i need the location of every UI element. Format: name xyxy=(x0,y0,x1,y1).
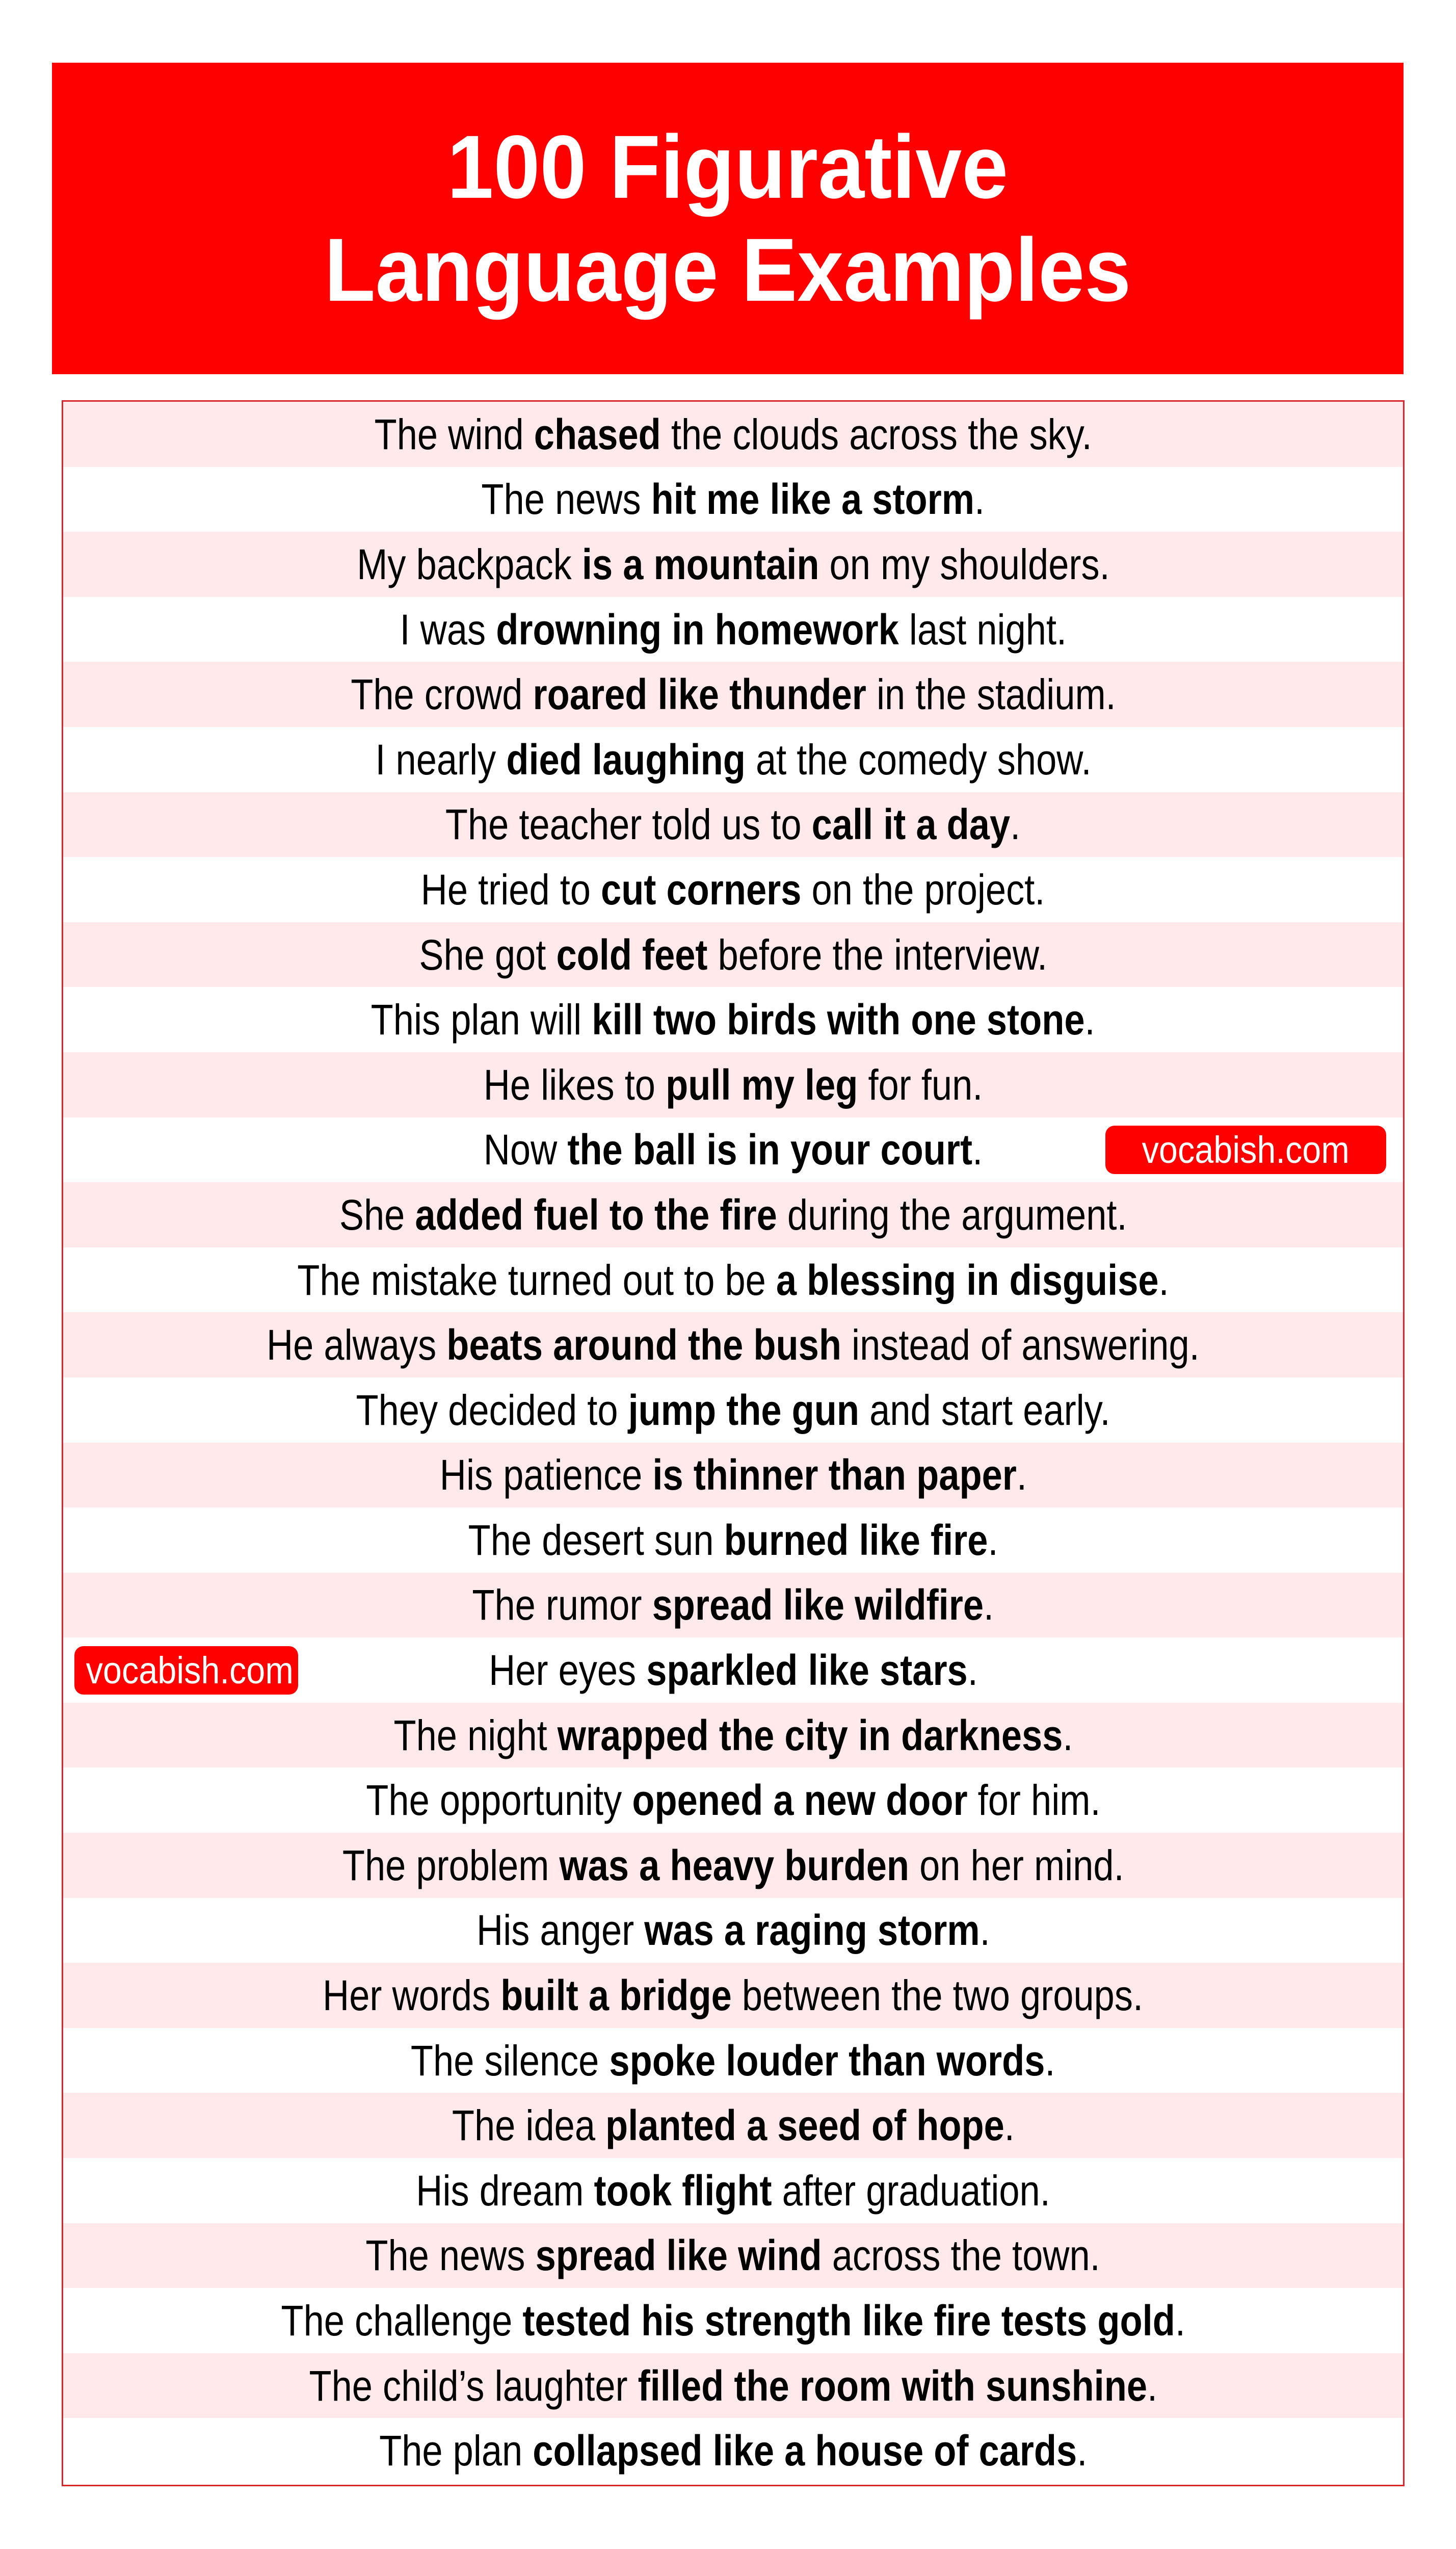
example-row xyxy=(63,2223,1403,2288)
sentence-text-after: . xyxy=(972,1126,983,1174)
sentence-text-after: last night. xyxy=(898,605,1067,654)
example-row xyxy=(63,532,1403,597)
sentence-text-after: . xyxy=(1004,2101,1015,2150)
example-row xyxy=(63,1507,1403,1573)
example-row xyxy=(63,987,1403,1052)
sentence-text-after: across the town. xyxy=(822,2231,1101,2280)
sentence-text-after: . xyxy=(1084,996,1095,1044)
sentence-text-after: . xyxy=(1077,2427,1088,2475)
figurative-phrase: took flight xyxy=(594,2166,772,2215)
example-row xyxy=(63,1377,1403,1443)
sentence-text-before: The child’s laughter xyxy=(309,2361,638,2410)
figurative-phrase: filled the room with sunshine xyxy=(638,2361,1147,2410)
sentence-text-before: The news xyxy=(481,475,651,524)
sentence-text-before: His patience xyxy=(439,1451,653,1499)
sentence-text-after: . xyxy=(1158,1256,1169,1304)
figurative-phrase: spread like wildfire xyxy=(652,1581,984,1629)
example-sentence xyxy=(419,929,1047,980)
sentence-text-after: . xyxy=(1062,1711,1073,1759)
examples-table xyxy=(62,400,1405,2486)
sentence-text-before: He likes to xyxy=(483,1060,666,1109)
figurative-phrase: collapsed like a house of cards xyxy=(533,2427,1077,2475)
example-sentence xyxy=(489,1645,978,1696)
sentence-text-after: . xyxy=(988,1516,998,1564)
sentence-text-after: . xyxy=(980,1906,990,1955)
example-row xyxy=(63,1573,1403,1638)
example-row xyxy=(63,2158,1403,2223)
example-sentence xyxy=(267,1319,1200,1370)
sentence-text-after: . xyxy=(967,1646,978,1695)
sentence-text-before: The mistake turned out to be xyxy=(297,1256,776,1304)
figurative-phrase: roared like thunder xyxy=(533,670,866,719)
example-sentence xyxy=(468,1515,998,1566)
example-row xyxy=(63,467,1403,532)
title-banner xyxy=(52,63,1404,374)
figurative-phrase: is a mountain xyxy=(581,540,819,588)
figurative-phrase: beats around the bush xyxy=(446,1321,842,1369)
sentence-text-after: . xyxy=(1175,2297,1185,2345)
sentence-text-after: after graduation. xyxy=(772,2166,1050,2215)
example-row xyxy=(63,1247,1403,1313)
sentence-text-before: His anger xyxy=(476,1906,644,1955)
figurative-phrase: opened a new door xyxy=(631,1776,968,1825)
sentence-text-before: The rumor xyxy=(472,1581,652,1629)
sentence-text-before: The challenge xyxy=(281,2297,523,2345)
sentence-text-after: before the interview. xyxy=(707,930,1047,979)
example-sentence xyxy=(439,1449,1026,1500)
example-row xyxy=(63,2353,1403,2418)
example-sentence xyxy=(281,2295,1185,2346)
example-sentence xyxy=(476,1905,990,1956)
example-sentence xyxy=(379,2425,1087,2476)
sentence-text-after: for him. xyxy=(967,1776,1101,1825)
figurative-phrase: burned like fire xyxy=(724,1516,988,1564)
sentence-text-after: . xyxy=(1045,2036,1055,2085)
sentence-text-before: I nearly xyxy=(375,735,506,784)
example-row xyxy=(63,1637,1403,1703)
page-title-line-2: Language Examples xyxy=(324,220,1131,320)
example-row xyxy=(63,597,1403,662)
sentence-text-before: The wind xyxy=(374,410,534,458)
example-sentence xyxy=(374,409,1092,460)
figurative-phrase: drowning in homework xyxy=(495,605,899,654)
sentence-text-after: in the stadium. xyxy=(866,670,1116,719)
sentence-text-before: She xyxy=(339,1190,415,1239)
sentence-text-before: The silence xyxy=(411,2036,610,2085)
sentence-text-before: I was xyxy=(400,605,496,654)
example-sentence xyxy=(484,1059,983,1110)
example-sentence xyxy=(342,1840,1124,1891)
sentence-text-after: between the two groups. xyxy=(732,1971,1144,2020)
sentence-text-after: on her mind. xyxy=(909,1841,1124,1889)
sentence-text-after: on my shoulders. xyxy=(819,540,1110,588)
example-sentence xyxy=(309,2360,1157,2411)
sentence-text-before: Her eyes xyxy=(488,1646,646,1695)
figurative-phrase: hit me like a storm xyxy=(651,475,975,524)
sentence-text-after: . xyxy=(984,1581,994,1629)
example-row xyxy=(63,2093,1403,2158)
figurative-phrase: kill two birds with one stone xyxy=(592,996,1085,1044)
example-row xyxy=(63,792,1403,857)
sentence-text-after: on the project. xyxy=(801,865,1045,914)
watermark-badge xyxy=(74,1646,298,1695)
example-sentence xyxy=(357,539,1109,590)
figurative-phrase: added fuel to the fire xyxy=(415,1190,777,1239)
sentence-text-after: at the comedy show. xyxy=(745,735,1092,784)
sentence-text-after: for fun. xyxy=(858,1060,983,1109)
example-row xyxy=(63,2418,1403,2483)
figurative-phrase: died laughing xyxy=(506,735,746,784)
example-sentence xyxy=(400,604,1067,655)
example-sentence xyxy=(371,994,1095,1045)
example-row xyxy=(63,662,1403,727)
sentence-text-before: My backpack xyxy=(356,540,582,588)
example-sentence xyxy=(482,474,985,525)
example-row xyxy=(63,1963,1403,2028)
example-sentence xyxy=(339,1189,1127,1240)
figurative-phrase: spoke louder than words xyxy=(609,2036,1045,2085)
example-sentence xyxy=(366,2230,1100,2281)
figurative-phrase: cut corners xyxy=(601,865,802,914)
sentence-text-before: Her words xyxy=(323,1971,501,2020)
figurative-phrase: call it a day xyxy=(812,800,1011,849)
example-sentence xyxy=(356,1385,1110,1436)
sentence-text-before: The teacher told us to xyxy=(445,800,812,849)
watermark-badge xyxy=(1105,1126,1386,1174)
example-sentence xyxy=(351,669,1116,720)
figurative-phrase: cold feet xyxy=(556,930,708,979)
example-sentence xyxy=(472,1579,994,1630)
example-sentence xyxy=(452,2100,1015,2151)
sentence-text-before: The desert sun xyxy=(468,1516,724,1564)
sentence-text-after: . xyxy=(1016,1451,1027,1499)
sentence-text-before: They decided to xyxy=(356,1386,628,1434)
sentence-text-before: The night xyxy=(393,1711,558,1759)
sentence-text-after: instead of answering. xyxy=(841,1321,1200,1369)
page-title-line-1: 100 Figurative xyxy=(447,117,1009,217)
example-row xyxy=(63,1117,1403,1183)
sentence-text-before: The opportunity xyxy=(365,1776,632,1825)
example-row xyxy=(63,1898,1403,1963)
example-row xyxy=(63,2288,1403,2353)
example-sentence xyxy=(375,734,1091,785)
example-row xyxy=(63,727,1403,792)
sentence-text-before: The idea xyxy=(452,2101,605,2150)
figurative-phrase: pull my leg xyxy=(666,1060,858,1109)
sentence-text-before: He tried to xyxy=(421,865,601,914)
sentence-text-after: . xyxy=(1147,2361,1157,2410)
figurative-phrase: the ball is in your court xyxy=(567,1126,973,1174)
sentence-text-before: She got xyxy=(419,930,557,979)
figurative-phrase: jump the gun xyxy=(628,1386,860,1434)
figurative-phrase: chased xyxy=(534,410,661,458)
figurative-phrase: sparkled like stars xyxy=(646,1646,968,1695)
sentence-text-before: He always xyxy=(267,1321,447,1369)
example-row xyxy=(63,1833,1403,1898)
figurative-phrase: was a heavy burden xyxy=(559,1841,909,1889)
sentence-text-before: The problem xyxy=(342,1841,560,1889)
watermark-text: vocabish.com xyxy=(86,1649,294,1692)
sentence-text-after: during the argument. xyxy=(777,1190,1127,1239)
example-row xyxy=(63,922,1403,987)
example-row xyxy=(63,2028,1403,2093)
watermark-text: vocabish.com xyxy=(1142,1128,1350,1171)
example-sentence xyxy=(366,1775,1100,1826)
sentence-text-before: The news xyxy=(365,2231,536,2280)
sentence-text-before: This plan will xyxy=(371,996,592,1044)
example-sentence xyxy=(297,1255,1169,1306)
example-row xyxy=(63,1703,1403,1768)
sentence-text-before: The crowd xyxy=(350,670,533,719)
sentence-text-before: The plan xyxy=(379,2427,533,2475)
example-row xyxy=(63,1312,1403,1377)
example-row xyxy=(63,857,1403,922)
example-sentence xyxy=(323,1970,1144,2021)
figurative-phrase: spread like wind xyxy=(536,2231,823,2280)
example-row xyxy=(63,1052,1403,1117)
example-row xyxy=(63,1767,1403,1833)
figurative-phrase: wrapped the city in darkness xyxy=(557,1711,1063,1759)
example-sentence xyxy=(445,799,1020,850)
example-sentence xyxy=(411,2035,1055,2086)
figurative-phrase: built a bridge xyxy=(500,1971,732,2020)
figurative-phrase: tested his strength like fire tests gold xyxy=(522,2297,1175,2345)
example-row xyxy=(63,1443,1403,1508)
sentence-text-after: . xyxy=(974,475,985,524)
example-row xyxy=(63,402,1403,467)
example-sentence xyxy=(393,1710,1073,1761)
figurative-phrase: is thinner than paper xyxy=(652,1451,1017,1499)
example-sentence xyxy=(416,2165,1050,2216)
example-sentence xyxy=(484,1124,983,1175)
sentence-text-after: and start early. xyxy=(859,1386,1110,1434)
sentence-text-before: His dream xyxy=(416,2166,594,2215)
sentence-text-before: Now xyxy=(483,1126,568,1174)
sentence-text-after: the clouds across the sky. xyxy=(660,410,1092,458)
example-row xyxy=(63,1182,1403,1247)
figurative-phrase: was a raging storm xyxy=(644,1906,980,1955)
figurative-phrase: a blessing in disguise xyxy=(776,1256,1159,1304)
figurative-phrase: planted a seed of hope xyxy=(605,2101,1004,2150)
sentence-text-after: . xyxy=(1010,800,1021,849)
example-sentence xyxy=(421,864,1045,915)
